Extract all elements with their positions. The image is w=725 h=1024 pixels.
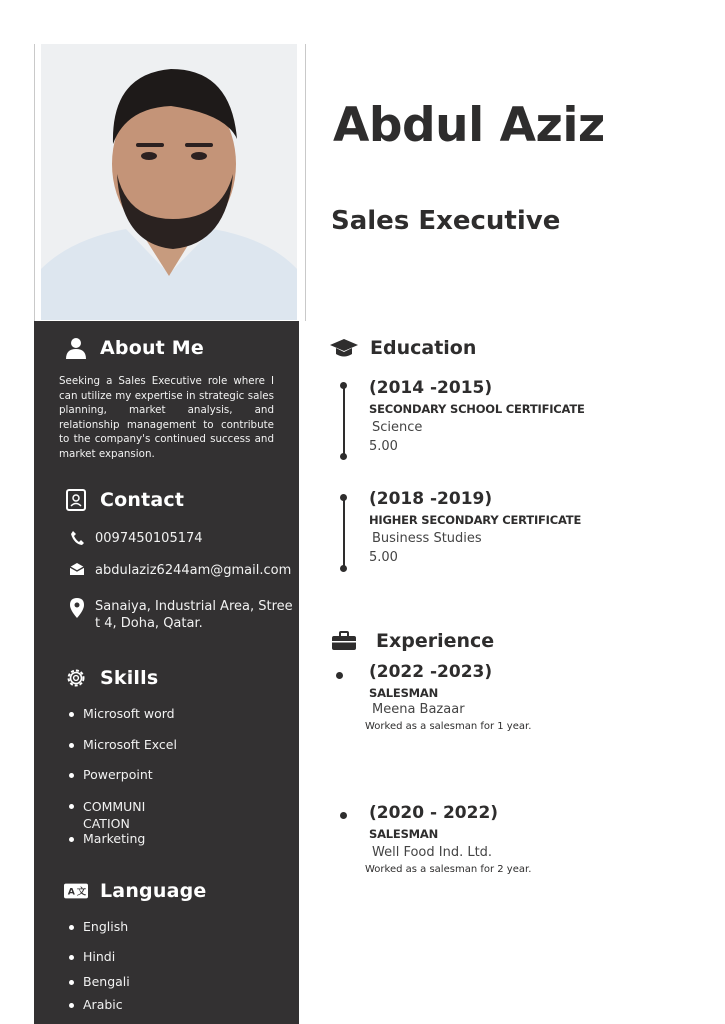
phone-text: 0097450105174 bbox=[95, 531, 203, 546]
skill-item: Microsoft Excel bbox=[69, 737, 177, 752]
experience-heading bbox=[330, 629, 494, 653]
address-text: Sanaiya, Industrial Area, Street 4, Doha, Qatar. bbox=[95, 599, 293, 631]
education-subject: Business Studies bbox=[372, 531, 482, 546]
person-icon bbox=[64, 336, 88, 360]
timeline-line bbox=[343, 387, 345, 457]
experience-company: Well Food Ind. Ltd. bbox=[372, 845, 493, 860]
skill-item: COMMUNI CATION bbox=[69, 798, 139, 832]
location-pin-icon bbox=[67, 598, 87, 632]
svg-text:A: A bbox=[67, 886, 75, 898]
education-entry bbox=[369, 378, 585, 454]
education-timeline-1 bbox=[340, 382, 346, 462]
education-grade: 5.00 bbox=[369, 439, 398, 454]
education-entry bbox=[369, 489, 581, 565]
language-item: English bbox=[69, 919, 128, 934]
language-item: Hindi bbox=[69, 949, 115, 964]
skill-item: Marketing bbox=[69, 831, 145, 846]
experience-years: (2022 -2023) bbox=[369, 662, 493, 682]
experience-title: Experience bbox=[376, 630, 495, 652]
about-text: Seeking a Sales Executive role where I can utilize my expertise in strategic sales planning, market analysis, and relationship management to contribute to the company's continued success and market expansion. bbox=[59, 375, 274, 460]
experience-entry bbox=[365, 662, 532, 732]
svg-text:文: 文 bbox=[76, 886, 87, 898]
profile-photo-frame bbox=[34, 44, 306, 321]
contact-title: Contact bbox=[100, 489, 185, 511]
skill-item: Powerpoint bbox=[69, 767, 153, 782]
briefcase-icon bbox=[330, 629, 358, 653]
education-grade: 5.00 bbox=[369, 550, 398, 565]
timeline-dot bbox=[340, 453, 347, 460]
contact-phone bbox=[67, 530, 295, 547]
language-title: Language bbox=[100, 880, 207, 902]
education-heading bbox=[330, 336, 476, 360]
skill-item: Microsoft word bbox=[69, 706, 175, 721]
profile-photo bbox=[41, 44, 297, 320]
timeline-dot bbox=[336, 672, 343, 679]
about-heading bbox=[64, 336, 204, 360]
language-item: Arabic bbox=[69, 997, 123, 1012]
about-title: About Me bbox=[100, 337, 204, 359]
education-years: (2014 -2015) bbox=[369, 378, 493, 398]
contact-card-icon bbox=[64, 488, 88, 512]
timeline-dot bbox=[340, 812, 347, 819]
education-timeline-2 bbox=[340, 494, 346, 574]
language-item: Bengali bbox=[69, 974, 130, 989]
experience-entry bbox=[365, 803, 532, 875]
skills-title: Skills bbox=[100, 667, 159, 689]
timeline-line bbox=[343, 499, 345, 569]
sidebar bbox=[34, 321, 299, 1024]
envelope-icon bbox=[67, 562, 87, 579]
language-heading bbox=[64, 879, 207, 903]
experience-description: Worked as a salesman for 1 year. bbox=[365, 721, 532, 732]
education-years: (2018 -2019) bbox=[369, 489, 493, 509]
experience-years: (2020 - 2022) bbox=[369, 803, 499, 823]
skills-heading bbox=[64, 666, 158, 690]
experience-role: SALESMAN bbox=[369, 827, 439, 841]
candidate-name: Abdul Aziz bbox=[333, 98, 605, 153]
gear-icon bbox=[64, 666, 88, 690]
timeline-dot bbox=[340, 565, 347, 572]
phone-icon bbox=[67, 530, 87, 547]
experience-company: Meena Bazaar bbox=[372, 702, 465, 717]
experience-description: Worked as a salesman for 2 year. bbox=[365, 864, 532, 875]
email-text: abdulaziz6244am@gmail.com bbox=[95, 563, 292, 578]
education-degree: HIGHER SECONDARY CERTIFICATE bbox=[369, 513, 582, 527]
education-degree: SECONDARY SCHOOL CERTIFICATE bbox=[369, 402, 585, 416]
contact-heading bbox=[64, 488, 184, 512]
graduation-cap-icon bbox=[330, 336, 358, 360]
job-title: Sales Executive bbox=[331, 206, 561, 236]
education-subject: Science bbox=[372, 420, 423, 435]
experience-role: SALESMAN bbox=[369, 686, 439, 700]
translate-icon bbox=[64, 879, 88, 903]
contact-email bbox=[67, 562, 295, 579]
education-title: Education bbox=[370, 337, 477, 359]
contact-address bbox=[67, 598, 295, 632]
